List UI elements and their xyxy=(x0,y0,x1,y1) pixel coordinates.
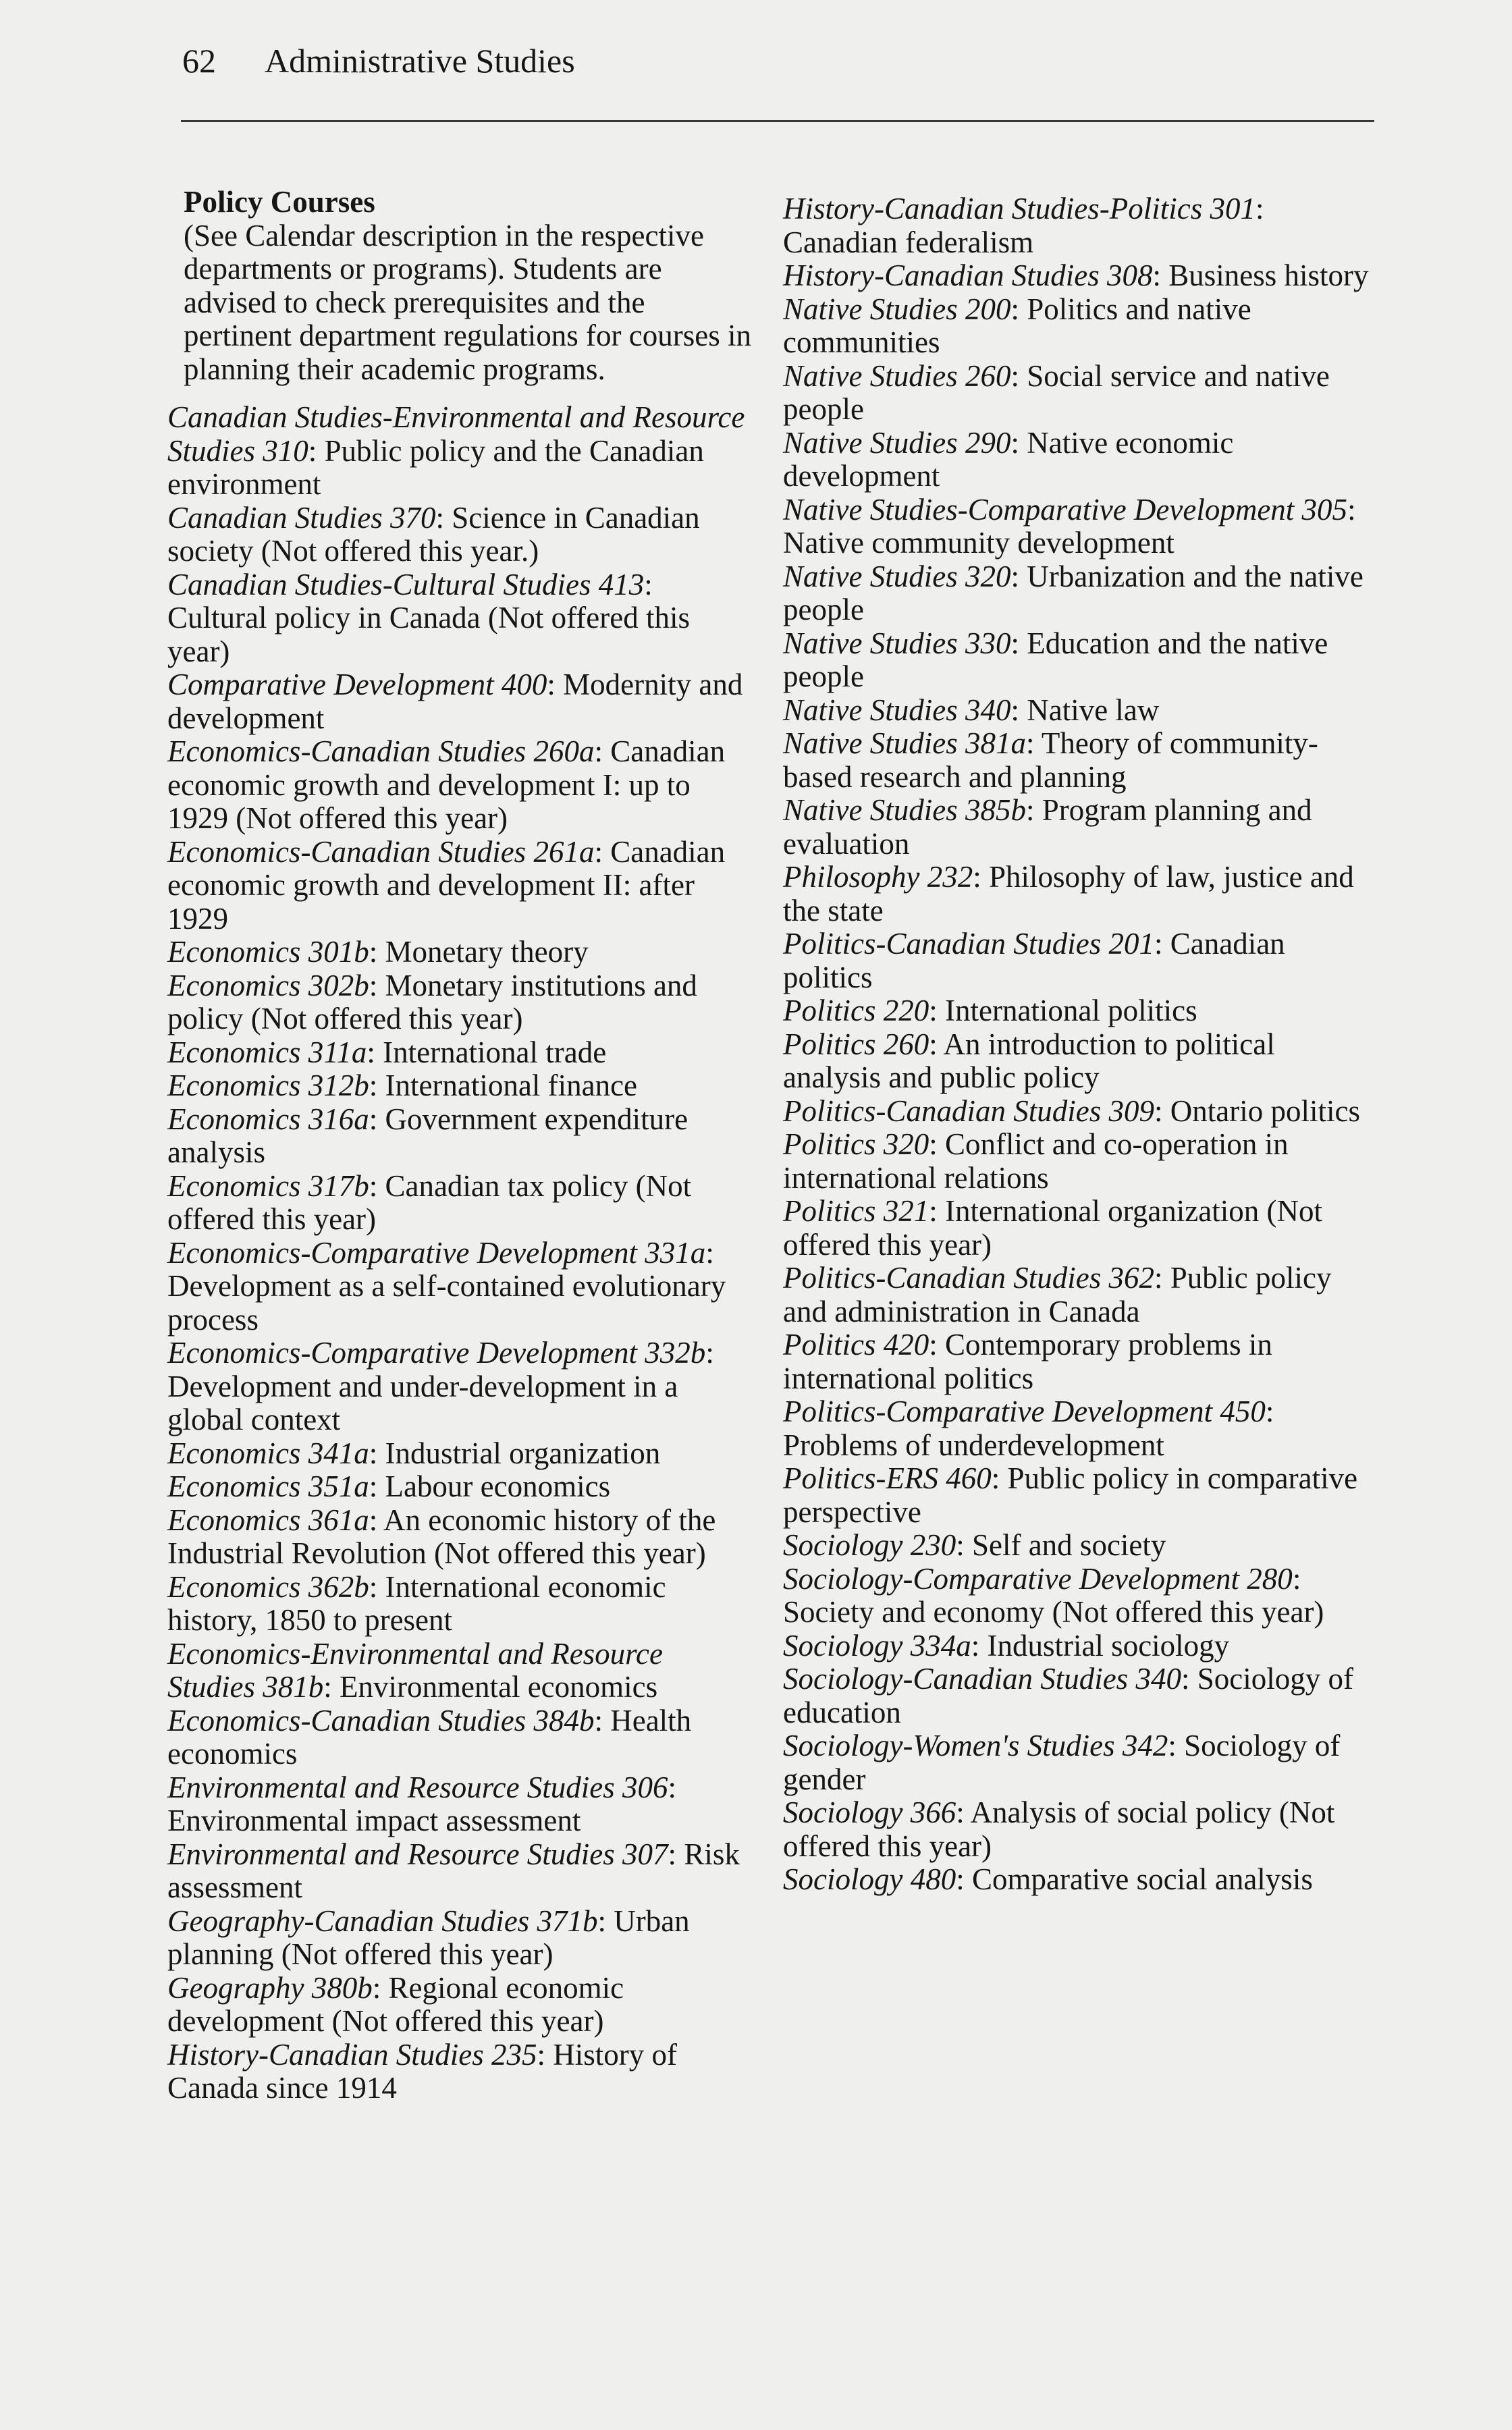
course-description: International organization (Not offered this year) xyxy=(783,1194,1322,1262)
right-course-list xyxy=(783,192,1377,1897)
course-separator: : xyxy=(1010,693,1027,727)
left-course-list xyxy=(167,401,755,2105)
course-name: Politics-Canadian Studies 309 xyxy=(783,1094,1154,1128)
course-separator: : xyxy=(597,1904,614,1938)
course-description: Government expenditure analysis xyxy=(167,1102,688,1169)
course-description: Regional economic development (Not offered this year) xyxy=(167,1970,624,2038)
course-name: Economics-Canadian Studies 384b xyxy=(167,1703,595,1737)
course-description: International trade xyxy=(383,1035,607,1069)
course-name: Native Studies 290 xyxy=(783,425,1011,460)
course-entry xyxy=(783,192,1377,259)
course-name: Sociology-Women's Studies 342 xyxy=(783,1729,1168,1762)
course-entry xyxy=(783,1395,1377,1462)
left-column xyxy=(167,186,755,2105)
course-name: Geography 380b xyxy=(167,1970,373,2005)
course-entry xyxy=(783,259,1377,293)
course-description: Public policy in comparative perspective xyxy=(783,1461,1358,1529)
course-separator: : xyxy=(705,1336,714,1370)
header-rule xyxy=(181,120,1374,122)
course-entry xyxy=(167,1103,755,1170)
course-description: An introduction to political analysis and public policy xyxy=(783,1027,1275,1094)
course-entry xyxy=(783,493,1377,560)
course-name: Environmental and Resource Studies 306 xyxy=(167,1770,668,1804)
course-entry xyxy=(783,861,1377,927)
course-description: International finance xyxy=(385,1069,638,1102)
course-entry xyxy=(167,1470,755,1504)
course-name: History-Canadian Studies-Politics 301 xyxy=(783,192,1256,225)
course-description: Philosophy of law, justice and the state xyxy=(783,860,1354,927)
course-description: International economic history, 1850 to present xyxy=(167,1569,666,1637)
course-name: Environmental and Resource Studies 307 xyxy=(167,1837,668,1871)
course-name: Geography-Canadian Studies 371b xyxy=(167,1904,598,1938)
course-entry xyxy=(783,427,1377,493)
course-name: Sociology 480 xyxy=(783,1862,956,1896)
course-name: Economics 351a xyxy=(167,1469,369,1503)
course-separator: : xyxy=(1010,358,1027,393)
course-name: Politics-Comparative Development 450 xyxy=(783,1395,1266,1428)
course-description: Conflict and co-operation in international relations xyxy=(783,1127,1289,1195)
course-entry xyxy=(167,1504,755,1571)
course-separator: : xyxy=(644,567,653,601)
section-title: Policy Courses xyxy=(184,185,375,219)
course-description: Politics and native communities xyxy=(783,292,1251,359)
course-description: Environmental impact assessment xyxy=(167,1804,581,1837)
course-entry xyxy=(783,1028,1377,1095)
course-name: Sociology 230 xyxy=(783,1528,956,1562)
course-description: Social service and native people xyxy=(783,358,1330,426)
course-description: Theory of community-based research and planning xyxy=(783,726,1318,794)
course-entry xyxy=(783,1195,1377,1262)
course-entry xyxy=(783,1095,1377,1129)
course-name: Native Studies 320 xyxy=(783,559,1011,593)
course-name: Economics 311a xyxy=(167,1035,367,1069)
course-separator: : xyxy=(369,935,385,969)
course-entry xyxy=(783,1563,1377,1629)
course-description: Public policy and the Canadian environment xyxy=(167,433,704,501)
course-separator: : xyxy=(929,1127,945,1161)
course-description: Problems of underdevelopment xyxy=(783,1428,1164,1462)
course-separator: : xyxy=(323,1670,340,1704)
course-name: Politics 320 xyxy=(783,1127,929,1161)
course-entry xyxy=(783,1462,1377,1529)
course-entry xyxy=(167,1170,755,1237)
course-description: Society and economy (Not offered this year) xyxy=(783,1595,1324,1629)
course-separator: : xyxy=(1154,1094,1170,1128)
course-entry xyxy=(167,836,755,936)
course-entry xyxy=(167,1571,755,1638)
course-name: Sociology 334a xyxy=(783,1628,971,1663)
course-separator: : xyxy=(973,860,989,894)
course-description: Contemporary problems in international politics xyxy=(783,1328,1272,1395)
course-name: Native Studies 330 xyxy=(783,626,1011,660)
course-separator: : xyxy=(668,1837,684,1871)
course-description: Environmental economics xyxy=(340,1670,658,1704)
running-title: Administrative Studies xyxy=(265,42,575,80)
course-name: Sociology 366 xyxy=(783,1796,956,1829)
course-separator: : xyxy=(1292,1561,1301,1596)
course-name: Economics 362b xyxy=(167,1569,369,1604)
course-description: Comparative social analysis xyxy=(971,1862,1313,1896)
course-entry xyxy=(167,401,755,502)
course-name: Sociology-Canadian Studies 340 xyxy=(783,1662,1181,1696)
page-header xyxy=(182,35,575,86)
course-separator: : xyxy=(1152,259,1169,292)
course-description: Ontario politics xyxy=(1170,1094,1360,1128)
course-entry xyxy=(167,568,755,669)
course-description: Business history xyxy=(1168,259,1369,292)
right-column xyxy=(783,192,1377,1897)
course-entry xyxy=(783,694,1377,728)
course-separator: : xyxy=(956,1528,972,1562)
course-separator: : xyxy=(594,834,611,869)
course-description: Industrial organization xyxy=(385,1436,661,1470)
course-description: Analysis of social policy (Not offered this year) xyxy=(783,1796,1335,1863)
course-name: Philosophy 232 xyxy=(783,860,973,894)
course-name: Economics 301b xyxy=(167,935,369,969)
course-entry xyxy=(783,1796,1377,1863)
course-description: Canadian politics xyxy=(783,927,1285,994)
course-separator: : xyxy=(971,1628,988,1663)
course-separator: : xyxy=(929,1328,945,1361)
course-separator: : xyxy=(435,500,452,535)
course-entry xyxy=(167,1838,755,1905)
course-separator: : xyxy=(956,1796,971,1829)
course-description: Monetary theory xyxy=(385,935,589,969)
course-name: Politics-Canadian Studies 362 xyxy=(783,1261,1154,1295)
course-separator: : xyxy=(369,1102,385,1136)
course-entry xyxy=(167,2039,755,2105)
course-name: Economics 361a xyxy=(167,1503,369,1537)
course-description: Risk assessment xyxy=(167,1837,740,1904)
course-entry xyxy=(167,1437,755,1471)
course-name: Canadian Studies 370 xyxy=(167,500,436,535)
course-description: Urbanization and the native people xyxy=(783,559,1364,626)
course-entry xyxy=(167,1336,755,1437)
course-entry xyxy=(167,936,755,969)
course-description: History of Canada since 1914 xyxy=(167,2037,678,2105)
course-entry xyxy=(167,1069,755,1103)
course-description: Modernity and development xyxy=(167,668,743,735)
course-entry xyxy=(783,1529,1377,1563)
course-description: Cultural policy in Canada (Not offered this year) xyxy=(167,601,690,668)
course-separator: : xyxy=(991,1461,1008,1495)
course-entry xyxy=(783,293,1377,360)
course-separator: : xyxy=(1010,292,1027,326)
course-separator: : xyxy=(668,1770,677,1804)
course-entry xyxy=(783,727,1377,794)
course-name: Economics 302b xyxy=(167,968,369,1002)
section-intro: (See Calendar description in the respective departments or programs). Students are advised to check prerequisites and the pertinent department regulations for courses in planning their academic programs. xyxy=(184,218,751,386)
course-description: Sociology of education xyxy=(783,1662,1353,1729)
course-entry xyxy=(783,1863,1377,1897)
course-entry xyxy=(167,1771,755,1838)
course-separator: : xyxy=(1181,1662,1197,1696)
course-separator: : xyxy=(929,1194,945,1228)
course-separator: : xyxy=(1010,559,1027,593)
course-description: Development as a self-contained evolutionary process xyxy=(167,1269,726,1336)
course-entry xyxy=(167,1237,755,1337)
course-name: Native Studies 381a xyxy=(783,726,1026,760)
course-separator: : xyxy=(1010,425,1027,460)
course-entry xyxy=(167,1905,755,1972)
course-entry xyxy=(783,1629,1377,1663)
course-description: Health economics xyxy=(167,1703,692,1771)
course-separator: : xyxy=(369,968,385,1002)
course-separator: : xyxy=(372,1970,389,2005)
course-name: Comparative Development 400 xyxy=(167,668,547,701)
course-separator: : xyxy=(1154,1261,1170,1295)
course-entry xyxy=(167,1704,755,1771)
course-name: Native Studies-Comparative Development 305 xyxy=(783,492,1348,526)
course-entry xyxy=(783,1663,1377,1729)
course-description: Program planning and evaluation xyxy=(783,793,1312,861)
course-entry xyxy=(167,668,755,735)
course-name: Economics-Canadian Studies 260a xyxy=(167,734,595,768)
course-name: Economics-Comparative Development 331a xyxy=(167,1235,706,1270)
course-separator: : xyxy=(1010,626,1027,660)
course-description: Science in Canadian society (Not offered this year.) xyxy=(167,500,700,568)
course-name: Politics 220 xyxy=(783,994,929,1027)
course-entry xyxy=(783,1729,1377,1796)
course-description: An economic history of the Industrial Revolution (Not offered this year) xyxy=(167,1503,716,1570)
course-description: Monetary institutions and policy (Not offered this year) xyxy=(167,968,697,1035)
course-separator: : xyxy=(929,1027,944,1061)
course-description: Public policy and administration in Canada xyxy=(783,1261,1332,1328)
course-name: Canadian Studies-Environmental and Resource Studies 310 xyxy=(167,400,745,468)
course-description: Sociology of gender xyxy=(783,1729,1341,1796)
course-name: Sociology-Comparative Development 280 xyxy=(783,1561,1293,1596)
course-name: Economics 317b xyxy=(167,1168,369,1203)
course-name: Native Studies 200 xyxy=(783,292,1011,326)
course-description: Native community development xyxy=(783,526,1174,560)
course-description: Canadian economic growth and development II: after 1929 xyxy=(167,834,726,936)
page-number: 62 xyxy=(182,42,216,80)
course-name: Native Studies 340 xyxy=(783,693,1011,727)
course-entry xyxy=(783,560,1377,627)
course-name: Politics-ERS 460 xyxy=(783,1461,992,1495)
course-separator: : xyxy=(1265,1395,1274,1428)
course-separator: : xyxy=(1347,492,1356,526)
course-name: Politics 321 xyxy=(783,1194,929,1228)
course-entry xyxy=(167,969,755,1036)
course-separator: : xyxy=(956,1862,972,1896)
course-separator: : xyxy=(929,994,945,1027)
course-separator: : xyxy=(1025,726,1042,760)
course-separator: : xyxy=(537,2037,554,2072)
course-description: Canadian federalism xyxy=(783,225,1034,259)
course-separator: : xyxy=(547,668,564,701)
course-entry xyxy=(783,1262,1377,1328)
course-description: Education and the native people xyxy=(783,626,1328,693)
course-entry xyxy=(167,1972,755,2039)
course-separator: : xyxy=(308,433,325,468)
course-separator: : xyxy=(369,1569,385,1604)
course-description: Native law xyxy=(1027,693,1160,727)
course-name: Economics-Environmental and Resource Studies 381b xyxy=(167,1636,663,1704)
course-description: Native economic development xyxy=(783,425,1234,493)
course-entry xyxy=(783,794,1377,861)
course-separator: : xyxy=(369,1069,385,1102)
course-separator: : xyxy=(369,1469,385,1503)
course-description: Urban planning (Not offered this year) xyxy=(167,1904,690,1971)
course-separator: : xyxy=(705,1235,714,1270)
course-separator: : xyxy=(367,1035,383,1069)
course-separator: : xyxy=(1168,1729,1185,1762)
course-description: Labour economics xyxy=(385,1469,611,1503)
course-separator: : xyxy=(369,1168,385,1203)
course-name: History-Canadian Studies 308 xyxy=(783,259,1153,292)
course-separator: : xyxy=(1154,927,1170,961)
course-entry xyxy=(783,994,1377,1028)
course-entry xyxy=(783,360,1377,427)
course-separator: : xyxy=(369,1436,385,1470)
course-entry xyxy=(167,1036,755,1070)
course-name: Economics 316a xyxy=(167,1102,369,1136)
course-name: Economics 341a xyxy=(167,1436,369,1470)
course-name: History-Canadian Studies 235 xyxy=(167,2037,537,2072)
course-name: Canadian Studies-Cultural Studies 413 xyxy=(167,567,645,601)
course-name: Politics-Canadian Studies 201 xyxy=(783,927,1154,961)
course-separator: : xyxy=(594,734,611,768)
course-entry xyxy=(783,1128,1377,1195)
course-description: Industrial sociology xyxy=(987,1628,1230,1663)
course-separator: : xyxy=(594,1703,611,1737)
course-entry xyxy=(783,1328,1377,1395)
course-name: Politics 420 xyxy=(783,1328,929,1361)
course-name: Native Studies 260 xyxy=(783,358,1011,393)
course-name: Politics 260 xyxy=(783,1027,929,1061)
course-entry xyxy=(167,502,755,568)
course-name: Economics-Canadian Studies 261a xyxy=(167,834,595,869)
course-separator: : xyxy=(1255,192,1264,225)
course-name: Economics 312b xyxy=(167,1069,369,1102)
course-entry xyxy=(783,927,1377,994)
course-name: Economics-Comparative Development 332b xyxy=(167,1336,706,1370)
course-description: International politics xyxy=(945,994,1197,1027)
course-separator: : xyxy=(369,1503,383,1537)
course-entry xyxy=(167,735,755,836)
course-separator: : xyxy=(1025,793,1042,827)
course-entry xyxy=(167,1638,755,1704)
course-name: Native Studies 385b xyxy=(783,793,1026,827)
course-description: Canadian economic growth and development I: up to 1929 (Not offered this year) xyxy=(167,734,726,835)
course-description: Canadian tax policy (Not offered this year) xyxy=(167,1168,692,1236)
course-description: Self and society xyxy=(971,1528,1166,1562)
course-description: Development and under-development in a global context xyxy=(167,1369,678,1436)
course-entry xyxy=(783,627,1377,694)
